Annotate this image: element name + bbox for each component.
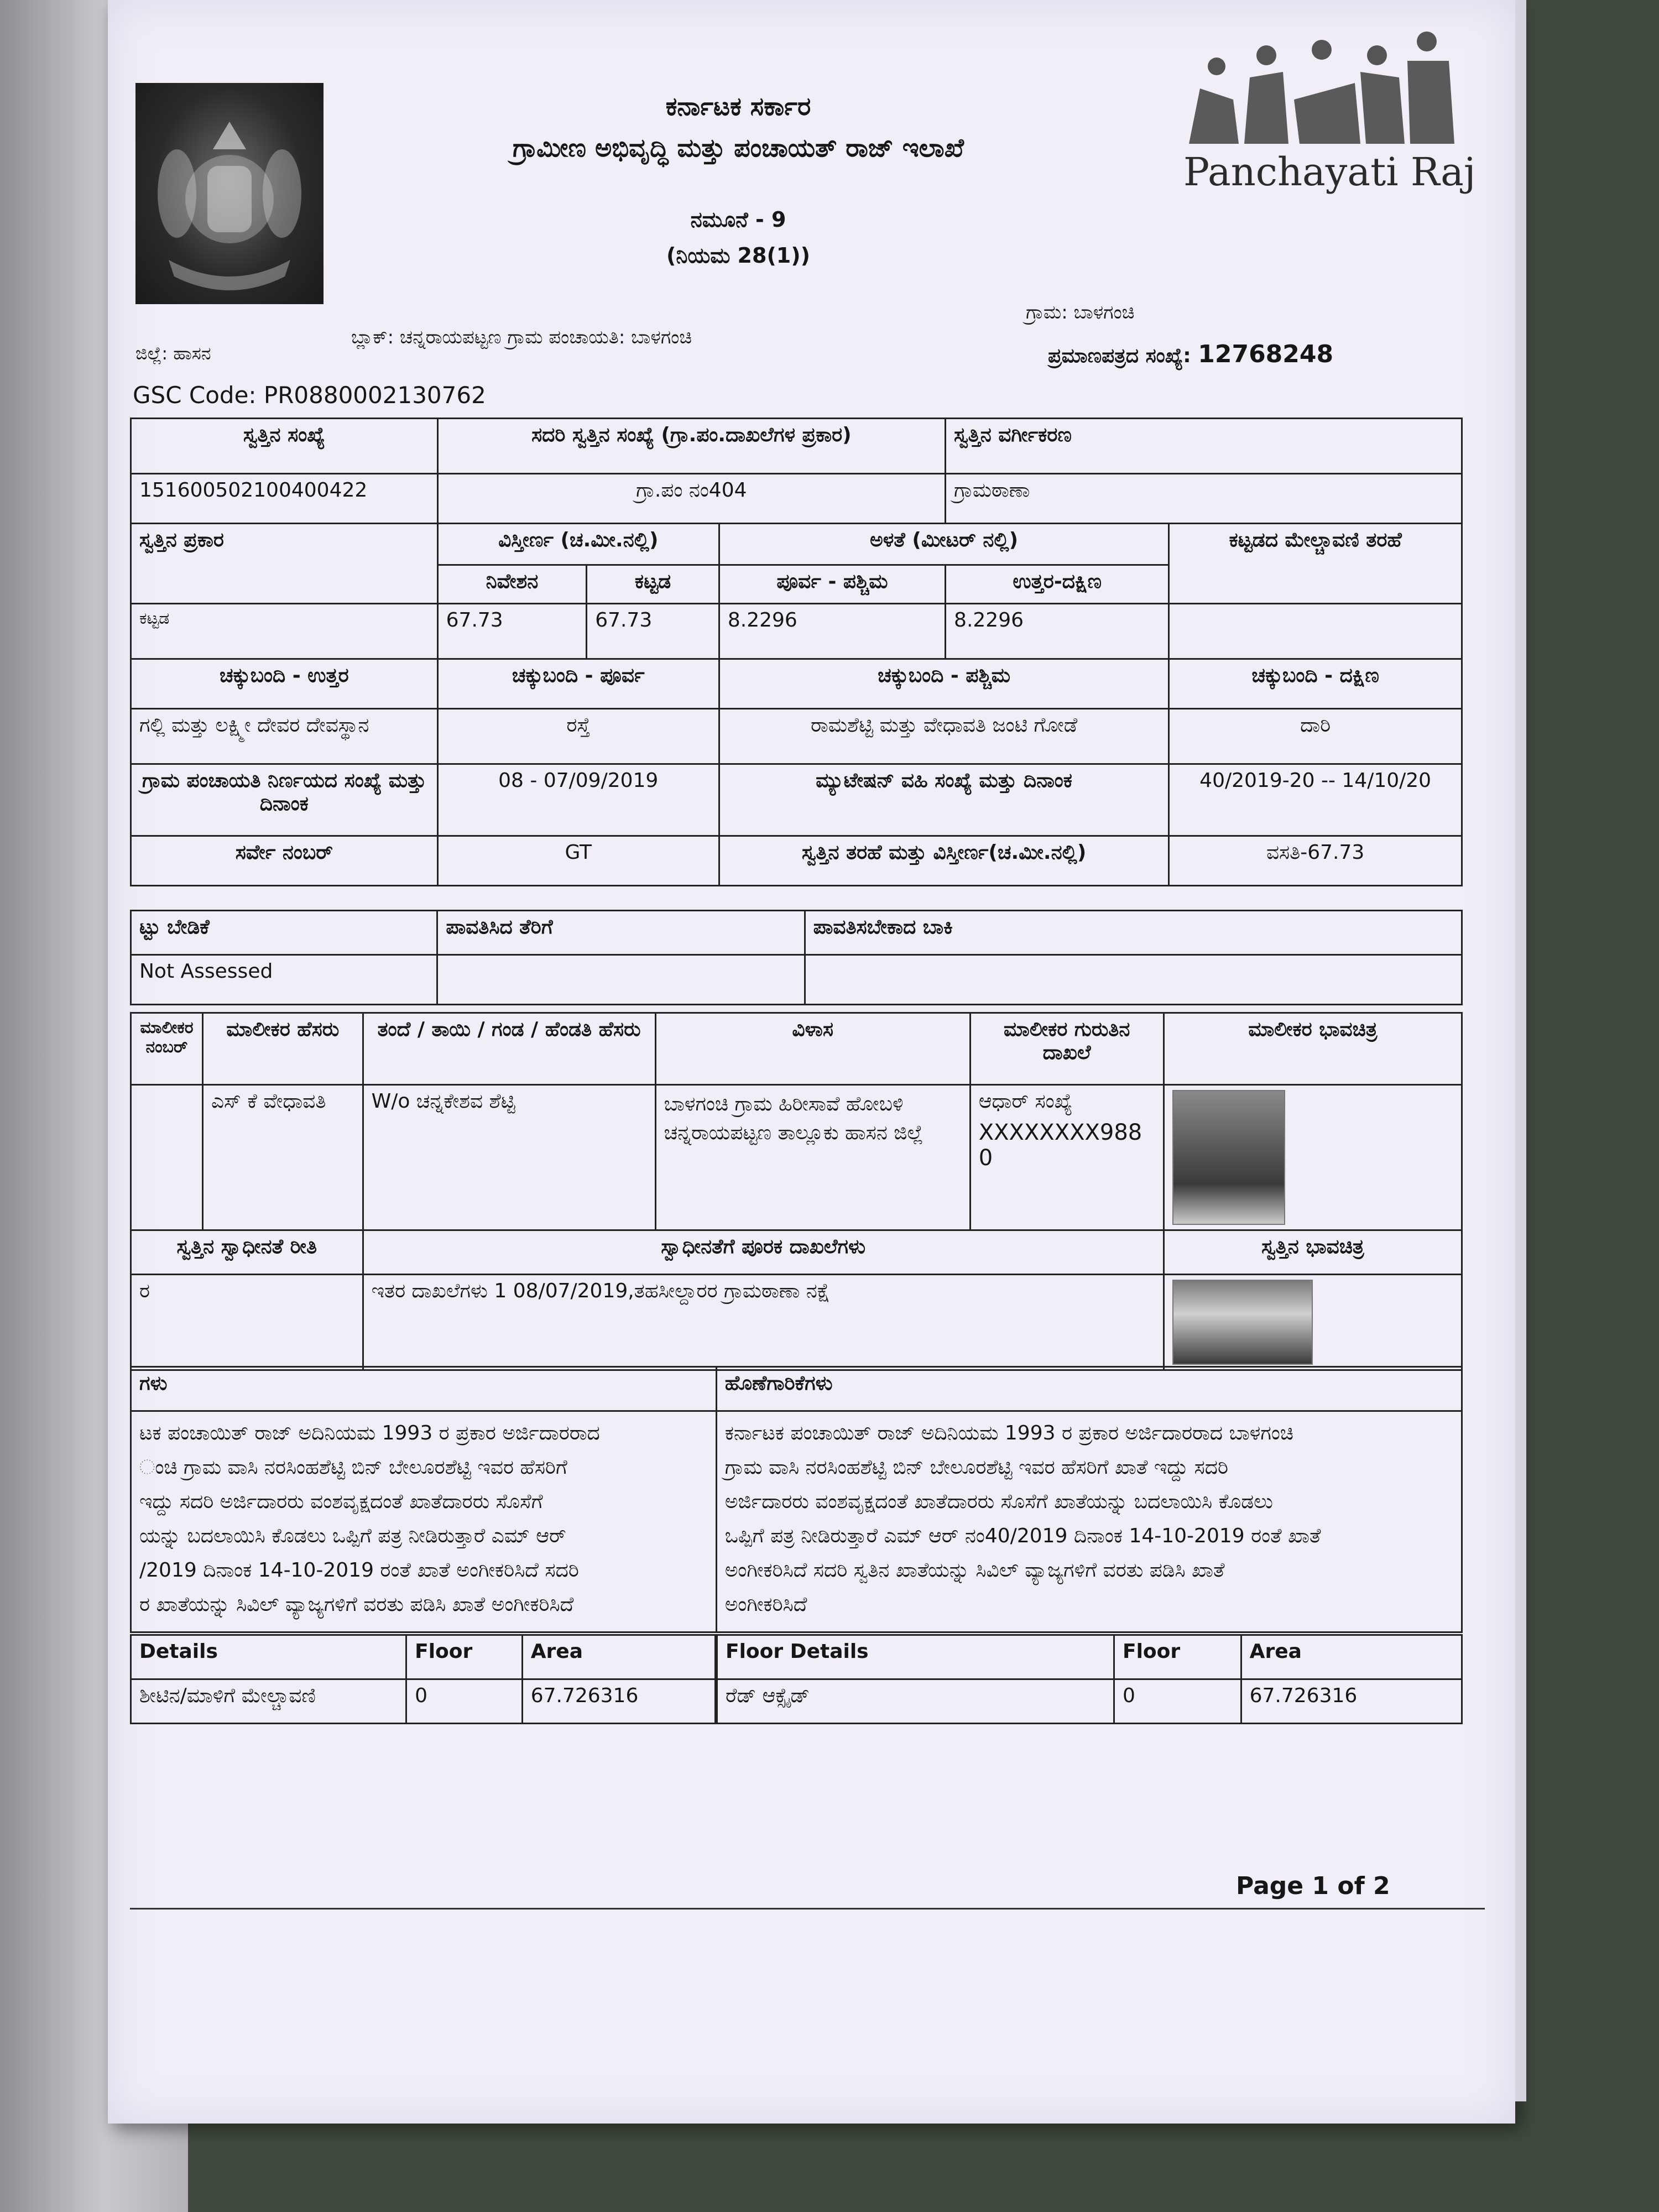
floor-label: Floor — [406, 1635, 523, 1679]
remarks-line: ಂಚಿ ಗ್ರಾಮ ವಾಸಿ ನರಸಿಂಹಶೆಟ್ಟಿ ಬಿನ್ ಬೇಲೂರಶೆಟ್ಟಿ ಇವರ ಹೆಸರಿಗೆ — [139, 1456, 567, 1479]
remarks-label: ಗಳು — [131, 1367, 717, 1411]
page-edge — [1515, 0, 1526, 2101]
mutation-value: 40/2019-20 -- 14/10/20 — [1169, 764, 1462, 836]
owner-photo-cell — [1164, 1085, 1462, 1230]
boundary-east-label: ಚಕ್ಕುಬಂದಿ - ಪೂರ್ವ — [437, 659, 719, 709]
form-name: ನಮೂನೆ - 9 — [690, 207, 786, 232]
certificate-value: 12768248 — [1198, 340, 1334, 368]
classification-label: ಸ್ವತ್ತಿನ ವರ್ಗೀಕರಣ — [946, 419, 1462, 474]
floor-table-right — [716, 1634, 1463, 1724]
boundary-west-label: ಚಕ್ಕುಬಂದಿ - ಪಶ್ಚಿಮ — [719, 659, 1168, 709]
boundary-west-value: ರಾಮಶೆಟ್ಟಿ ಮತ್ತು ವೇಧಾವತಿ ಜಂಟಿ ಗೋಡೆ — [719, 709, 1168, 764]
property-id-label: ಸ್ವತ್ತಿನ ಸಂಖ್ಯೆ — [131, 419, 438, 474]
gp-number-label: ಸದರಿ ಸ್ವತ್ತಿನ ಸಂಖ್ಯೆ (ಗ್ರಾ.ಪಂ.ದಾಖಲೆಗಳ ಪ್ರಕಾರ) — [437, 419, 945, 474]
panchayati-raj-logo — [1178, 17, 1476, 216]
owner-photo-label: ಮಾಲೀಕರ ಭಾವಚಿತ್ರ — [1164, 1013, 1462, 1085]
demand-value: Not Assessed — [131, 955, 437, 1005]
owner-id-type: ಆಧಾರ್ ಸಂಖ್ಯೆ — [978, 1090, 1073, 1113]
floor-details-label: Details — [131, 1635, 406, 1679]
property-table — [130, 418, 1463, 886]
owner-id-number: XXXXXXXX988 — [978, 1120, 1142, 1145]
area-label: ವಿಸ್ತೀರ್ಣ (ಚ.ಮೀ.ನಲ್ಲಿ) — [437, 524, 719, 565]
survey-value: GT — [437, 836, 719, 886]
certificate-number — [1048, 340, 1333, 368]
possession-mode-value: ರ — [131, 1275, 363, 1370]
north-south-value: 8.2296 — [946, 604, 1169, 659]
owner-id-number-tail: 0 — [978, 1145, 993, 1171]
possession-mode-label: ಸ್ವತ್ತಿನ ಸ್ವಾಧೀನತೆ ರೀತಿ — [131, 1230, 363, 1275]
property-type-label: ಸ್ವತ್ತಿನ ಪ್ರಕಾರ — [131, 524, 438, 604]
property-type-value: ಕಟ್ಟಡ — [131, 604, 438, 659]
floor-value: 0 — [406, 1679, 523, 1724]
area-value: 67.726316 — [1241, 1679, 1462, 1724]
property-photo-label: ಸ್ವತ್ತಿನ ಭಾವಚಿತ್ರ — [1164, 1230, 1462, 1275]
mutation-label: ಮ್ಯುಟೇಷನ್ ವಹಿ ಸಂಖ್ಯೆ ಮತ್ತು ದಿನಾಂಕ — [719, 764, 1168, 836]
liabilities-text — [716, 1411, 1462, 1632]
possession-docs-label: ಸ್ವಾಧೀನತೆಗೆ ಪೂರಕ ದಾಖಲೆಗಳು — [363, 1230, 1164, 1275]
owner-name-value: ಎಸ್ ಕೆ ವೇಧಾವತಿ — [202, 1085, 363, 1230]
demand-label: ಟ್ಟು ಬೇಡಿಕೆ — [131, 911, 437, 955]
address-label: ವಿಳಾಸ — [655, 1013, 970, 1085]
relation-value: W/o ಚನ್ನಕೇಶವ ಶೆಟ್ಟಿ — [363, 1085, 655, 1230]
classification-value: ಗ್ರಾಮಠಾಣಾ — [946, 474, 1462, 524]
owner-name-label: ಮಾಲೀಕರ ಹೆಸರು — [202, 1013, 363, 1085]
floor-label: Floor — [1114, 1635, 1241, 1679]
logo-text: Panchayati Raj — [1183, 149, 1476, 195]
liabilities-line: ಒಪ್ಪಿಗೆ ಪತ್ರ ನೀಡಿರುತ್ತಾರೆ ಎಮ್ ಆರ್ ನಂ40/2019 ದಿನಾಂಕ 14-10-2019 ರಂತೆ ಖಾತೆ — [724, 1525, 1321, 1547]
property-nature-value: ವಸತಿ-67.73 — [1169, 836, 1462, 886]
page-number: Page 1 of 2 — [1236, 1872, 1390, 1900]
property-photo-cell — [1164, 1275, 1462, 1370]
boundary-south-label: ಚಕ್ಕುಬಂದಿ - ದಕ್ಷಿಣ — [1169, 659, 1462, 709]
remarks-line: ಯನ್ನು ಬದಲಾಯಿಸಿ ಕೊಡಲು ಒಪ್ಪಿಗೆ ಪತ್ರ ನೀಡಿರುತ್ತಾರೆ ಎಮ್ ಆರ್ — [139, 1525, 566, 1547]
gp-decision-label: ಗ್ರಾಮ ಪಂಚಾಯತಿ ನಿರ್ಣಯದ ಸಂಖ್ಯೆ ಮತ್ತು ದಿನಾಂಕ — [131, 764, 438, 836]
village: ಗ್ರಾಮ: ಬಾಳಗಂಚಿ — [1026, 301, 1135, 324]
block-gp: ಬ್ಲಾಕ್: ಚನ್ನರಾಯಪಟ್ಟಣ ಗ್ರಾಮ ಪಂಚಾಯತಿ: ಬಾಳಗಂಚಿ — [351, 326, 692, 348]
floor-details-value: ಶೀಟಿನ/ಮಾಳಿಗೆ ಮೇಲ್ಚಾವಣಿ — [131, 1679, 406, 1724]
owner-no-value — [131, 1085, 203, 1230]
dimensions-label: ಅಳತೆ (ಮೀಟರ್ ನಲ್ಲಿ) — [719, 524, 1168, 565]
boundary-east-value: ರಸ್ತೆ — [437, 709, 719, 764]
certificate-label: ಪ್ರಮಾಣಪತ್ರದ ಸಂಖ್ಯೆ: — [1048, 345, 1191, 367]
site-area-value: 67.73 — [437, 604, 587, 659]
gp-number-value: ಗ್ರಾ.ಪಂ ನಂ404 — [437, 474, 945, 524]
floor-details-label: Floor Details — [717, 1635, 1114, 1679]
department-title: ಗ್ರಾಮೀಣ ಅಭಿವೃದ್ಧಿ ಮತ್ತು ಪಂಚಾಯತ್ ರಾಜ್ ಇಲಾಖೆ — [513, 133, 964, 163]
tax-table — [130, 910, 1463, 1005]
certificate-page — [108, 0, 1515, 2124]
site-label: ನಿವೇಶನ — [437, 565, 587, 604]
remarks-table — [130, 1366, 1463, 1633]
area-label: Area — [522, 1635, 715, 1679]
liabilities-label: ಹೊಣೆಗಾರಿಕೆಗಳು — [716, 1367, 1462, 1411]
remarks-line: ಟಕ ಪಂಚಾಯಿತ್ ರಾಜ್ ಅದಿನಿಯಮ 1993 ರ ಪ್ರಕಾರ ಅರ್ಜಿದಾರರಾದ — [139, 1422, 600, 1444]
karnataka-emblem-icon — [135, 83, 324, 304]
floor-details-value: ರೆಡ್ ಆಕ್ಸೈಡ್ — [717, 1679, 1114, 1724]
roof-type-label: ಕಟ್ಟಡದ ಮೇಲ್ಚಾವಣಿ ತರಹೆ — [1169, 524, 1462, 604]
building-label: ಕಟ್ಟಡ — [587, 565, 719, 604]
balance-value — [805, 955, 1462, 1005]
liabilities-line: ಅಂಗೀಕರಿಸಿದೆ — [724, 1593, 807, 1616]
property-id-value: 151600502100400422 — [131, 474, 438, 524]
liabilities-line: ಅಂಗೀಕರಿಸಿದೆ ಸದರಿ ಸ್ವತಿನ ಖಾತೆಯನ್ನು ಸಿವಿಲ್ ವ್ಯಾಜ್ಯಗಳಿಗೆ ವರತು ಪಡಿಸಿ ಖಾತೆ — [724, 1559, 1225, 1582]
relation-label: ತಂದೆ / ತಾಯಿ / ಗಂಡ / ಹೆಂಡತಿ ಹೆಸರು — [363, 1013, 655, 1085]
boundary-north-value: ಗಲ್ಲಿ ಮತ್ತು ಲಕ್ಷ್ಮೀ ದೇವರ ದೇವಸ್ಥಾನ — [131, 709, 438, 764]
area-value: 67.726316 — [522, 1679, 715, 1724]
address-value: ಬಾಳಗಂಚಿ ಗ್ರಾಮ ಹಿರೀಸಾವೆ ಹೋಬಳಿ ಚನ್ನರಾಯಪಟ್ಟಣ ತಾಲ್ಲೂಕು ಹಾಸನ ಜಿಲ್ಲೆ — [655, 1085, 970, 1230]
roof-type-value — [1169, 604, 1462, 659]
possession-docs-value: ಇತರ ದಾಖಲೆಗಳು 1 08/07/2019,ತಹಸೀಲ್ದಾರರ ಗ್ರಾಮಠಾಣಾ ನಕ್ಷೆ — [363, 1275, 1164, 1370]
owner-photo — [1172, 1090, 1285, 1225]
footer-rule — [130, 1908, 1485, 1910]
balance-label: ಪಾವತಿಸಬೇಕಾದ ಬಾಕಿ — [805, 911, 1462, 955]
owner-no-label: ಮಾಲೀಕರ ನಂಬರ್ — [131, 1013, 203, 1085]
survey-label: ಸರ್ವೇ ನಂಬರ್ — [131, 836, 438, 886]
property-photo — [1172, 1280, 1313, 1365]
liabilities-line: ಅರ್ಜಿದಾರರು ವಂಶವೃಕ್ಷದಂತೆ ಖಾತೆದಾರರು ಸೊಸೆಗೆ ಖಾತೆಯನ್ನು ಬದಲಾಯಿಸಿ ಕೊಡಲು — [724, 1490, 1273, 1513]
east-west-label: ಪೂರ್ವ - ಪಶ್ಚಿಮ — [719, 565, 945, 604]
district: ಜಿಲ್ಲೆ: ಹಾಸನ — [135, 343, 211, 364]
remarks-text — [131, 1411, 717, 1632]
area-label: Area — [1241, 1635, 1462, 1679]
floor-table-left — [130, 1634, 716, 1724]
rule-ref: (ನಿಯಮ 28(1)) — [666, 243, 810, 268]
gov-title: ಕರ್ನಾಟಕ ಸರ್ಕಾರ — [665, 91, 811, 121]
building-area-value: 67.73 — [587, 604, 719, 659]
paid-tax-value — [437, 955, 805, 1005]
owner-table — [130, 1012, 1463, 1371]
property-nature-label: ಸ್ವತ್ತಿನ ತರಹೆ ಮತ್ತು ವಿಸ್ತೀರ್ಣ(ಚ.ಮೀ.ನಲ್ಲಿ) — [719, 836, 1168, 886]
remarks-line: ರ ಖಾತೆಯನ್ನು ಸಿವಿಲ್ ವ್ಯಾಜ್ಯಗಳಿಗೆ ವರತು ಪಡಿಸಿ ಖಾತೆ ಅಂಗೀಕರಿಸಿದೆ — [139, 1593, 574, 1616]
owner-id-label: ಮಾಲೀಕರ ಗುರುತಿನ ದಾಖಲೆ — [970, 1013, 1164, 1085]
paid-tax-label: ಪಾವತಿಸಿದ ತೆರಿಗೆ — [437, 911, 805, 955]
owner-id-value — [970, 1085, 1164, 1230]
north-south-label: ಉತ್ತರ-ದಕ್ಷಿಣ — [946, 565, 1169, 604]
boundary-north-label: ಚಕ್ಕುಬಂದಿ - ಉತ್ತರ — [131, 659, 438, 709]
liabilities-line: ಕರ್ನಾಟಕ ಪಂಚಾಯಿತ್ ರಾಜ್ ಅದಿನಿಯಮ 1993 ರ ಪ್ರಕಾರ ಅರ್ಜಿದಾರರಾದ ಬಾಳಗಂಚಿ — [724, 1422, 1293, 1444]
gp-decision-value: 08 - 07/09/2019 — [437, 764, 719, 836]
gsc-code: GSC Code: PR0880002130762 — [133, 382, 486, 409]
floor-value: 0 — [1114, 1679, 1241, 1724]
boundary-south-value: ದಾರಿ — [1169, 709, 1462, 764]
remarks-line: /2019 ದಿನಾಂಕ 14-10-2019 ರಂತೆ ಖಾತೆ ಅಂಗೀಕರಿಸಿದೆ ಸದರಿ — [139, 1559, 579, 1582]
liabilities-line: ಗ್ರಾಮ ವಾಸಿ ನರಸಿಂಹಶೆಟ್ಟಿ ಬಿನ್ ಬೇಲೂರಶೆಟ್ಟಿ ಇವರ ಹೆಸರಿಗೆ ಖಾತೆ ಇದ್ದು ಸದರಿ — [724, 1456, 1229, 1479]
east-west-value: 8.2296 — [719, 604, 945, 659]
remarks-line: ಇದ್ದು ಸದರಿ ಅರ್ಜಿದಾರರು ವಂಶವೃಕ್ಷದಂತೆ ಖಾತೆದಾರರು ಸೊಸೆಗೆ — [139, 1490, 543, 1513]
